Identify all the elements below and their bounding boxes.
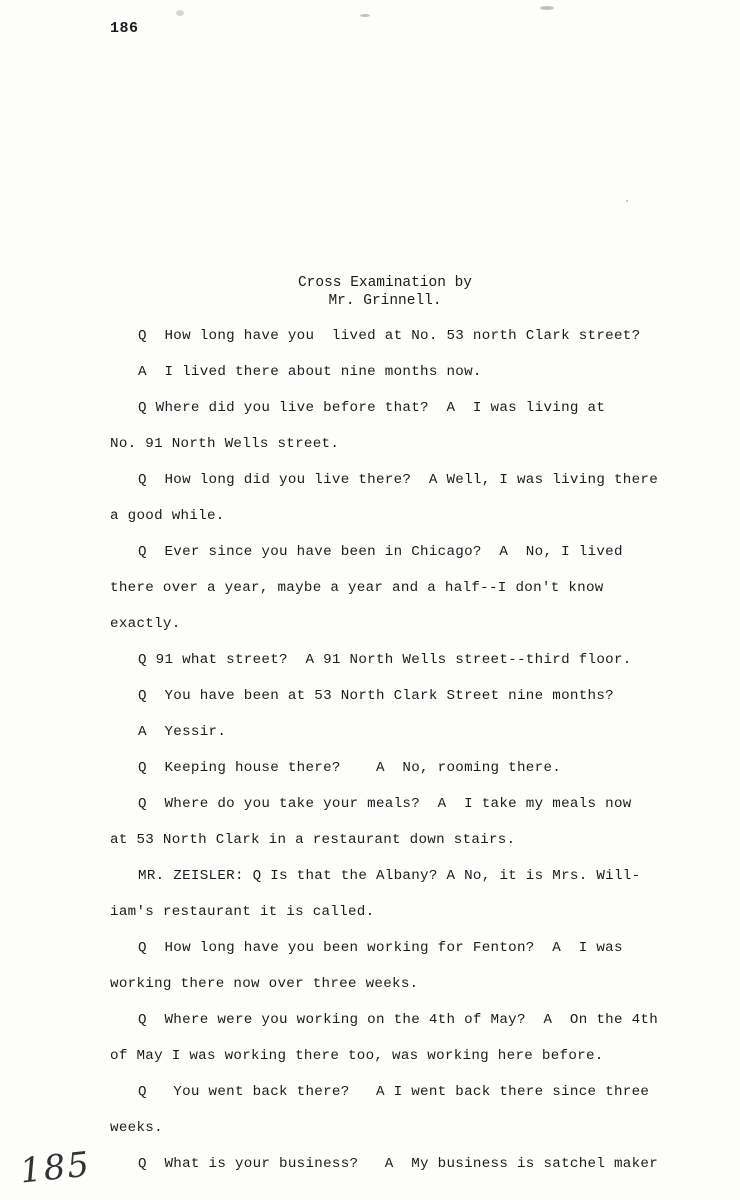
- section-heading: [0, 274, 740, 310]
- testimony-line: a good while.: [110, 508, 225, 524]
- testimony-line: A Yessir.: [138, 724, 227, 740]
- testimony-line: Q Where did you live before that? A I was living at: [138, 400, 606, 416]
- testimony-line: iam's restaurant it is called.: [110, 904, 375, 920]
- scan-speck: [176, 10, 184, 16]
- testimony-line: weeks.: [110, 1120, 163, 1136]
- testimony-line: Q How long have you lived at No. 53 north Clark street?: [138, 328, 641, 344]
- testimony-line: at 53 North Clark in a restaurant down stairs.: [110, 832, 516, 848]
- testimony-line: Q How long did you live there? A Well, I was living there: [138, 472, 659, 488]
- testimony-line: Q 91 what street? A 91 North Wells street--third floor.: [138, 652, 632, 668]
- testimony-line: Q Keeping house there? A No, rooming there.: [138, 760, 562, 776]
- testimony-line: A I lived there about nine months now.: [138, 364, 482, 380]
- testimony-line: MR. ZEISLER: Q Is that the Albany? A No, it is Mrs. Will-: [138, 868, 641, 884]
- heading-line-1: Cross Examination by: [297, 275, 473, 291]
- testimony-line: of May I was working there too, was working here before.: [110, 1048, 604, 1064]
- testimony-line: Q What is your business? A My business is satchel maker: [138, 1156, 659, 1172]
- testimony-line: Q Where do you take your meals? A I take my meals now: [138, 796, 632, 812]
- handwritten-page-note: 185: [18, 1144, 93, 1192]
- testimony-line: working there now over three weeks.: [110, 976, 419, 992]
- testimony-line: Q Ever since you have been in Chicago? A No, I lived: [138, 544, 623, 560]
- page-number: 186: [110, 20, 139, 37]
- scan-speck: [626, 200, 628, 202]
- scan-speck: [360, 14, 370, 17]
- heading-line-2: Mr. Grinnell.: [328, 293, 442, 309]
- testimony-line: Q How long have you been working for Fenton? A I was: [138, 940, 623, 956]
- testimony-line: Q You have been at 53 North Clark Street nine months?: [138, 688, 614, 704]
- scan-speck: [540, 6, 554, 10]
- testimony-line: No. 91 North Wells street.: [110, 436, 340, 452]
- testimony-line: exactly.: [110, 616, 181, 632]
- testimony-line: Q You went back there? A I went back there since three: [138, 1084, 650, 1100]
- testimony-line: there over a year, maybe a year and a half--I don't know: [110, 580, 604, 596]
- testimony-line: Q Where were you working on the 4th of May? A On the 4th: [138, 1012, 659, 1028]
